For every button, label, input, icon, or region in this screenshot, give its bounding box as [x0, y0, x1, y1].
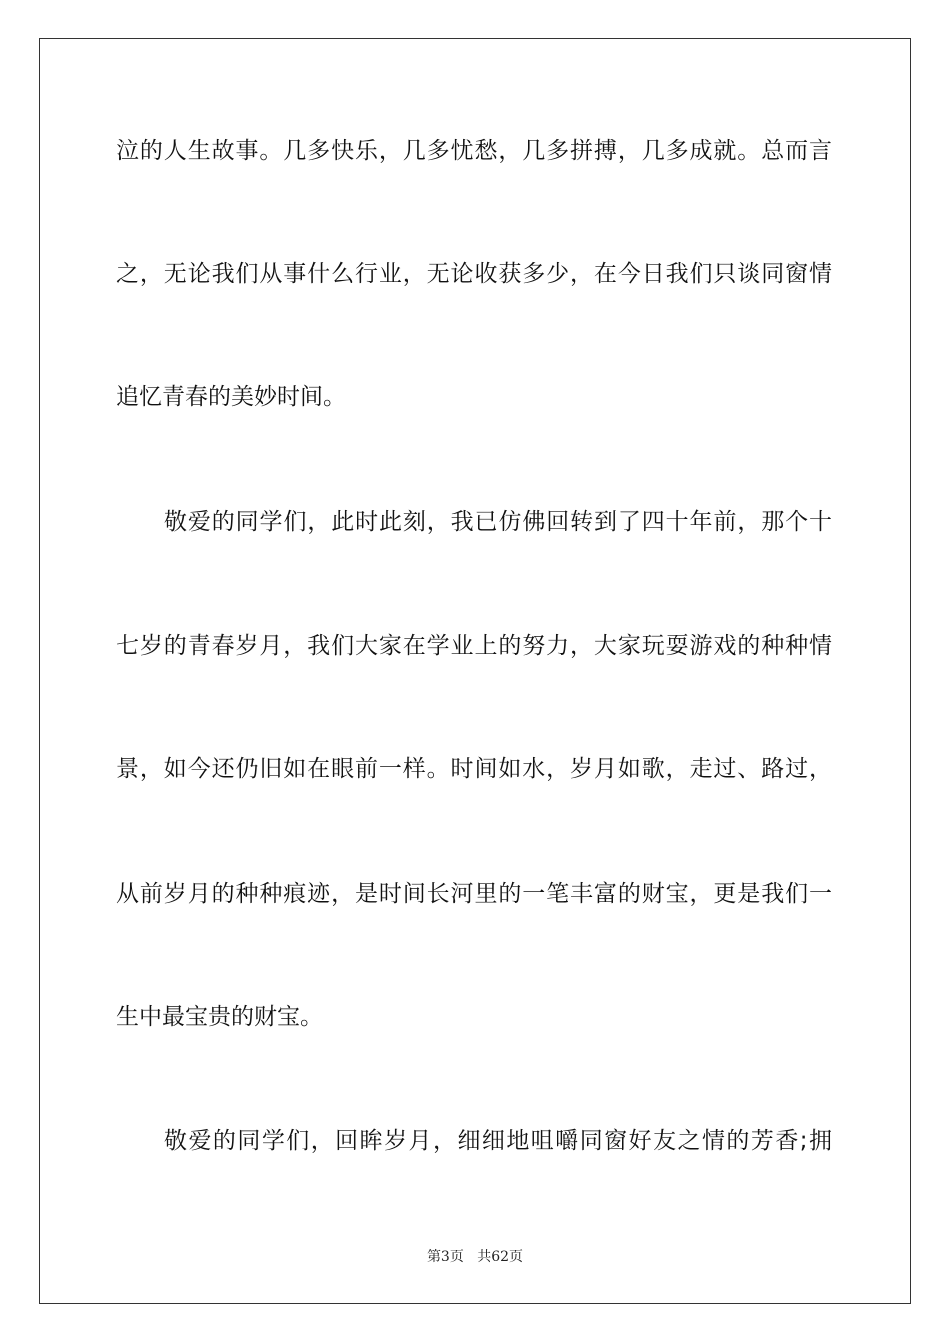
paragraph-line: 景，如今还仍旧如在眼前一样。时间如水，岁月如歌，走过、路过， — [116, 756, 832, 782]
page-number: 第3页 — [426, 1249, 464, 1265]
paragraph-line: 从前岁月的种种痕迹，是时间长河里的一笔丰富的财宝，更是我们一 — [116, 881, 832, 907]
total-pages: 共62页 — [477, 1249, 524, 1265]
paragraph-line: 追忆青春的美妙时间。 — [116, 384, 346, 410]
paragraph-line: 敬爱的同学们，回眸岁月，细细地咀嚼同窗好友之情的芳香;拥 — [164, 1128, 832, 1154]
paragraph-line: 七岁的青春岁月，我们大家在学业上的努力，大家玩耍游戏的种种情 — [116, 633, 832, 659]
paragraph-line: 泣的人生故事。几多快乐，几多忧愁，几多拼搏，几多成就。总而言 — [116, 138, 832, 164]
page-border — [39, 38, 911, 1304]
page-footer — [0, 1247, 950, 1267]
paragraph-line: 敬爱的同学们，此时此刻，我已仿佛回转到了四十年前，那个十 — [164, 509, 832, 535]
paragraph-line: 生中最宝贵的财宝。 — [116, 1004, 323, 1030]
paragraph-line: 之，无论我们从事什么行业，无论收获多少，在今日我们只谈同窗情 — [116, 261, 832, 287]
